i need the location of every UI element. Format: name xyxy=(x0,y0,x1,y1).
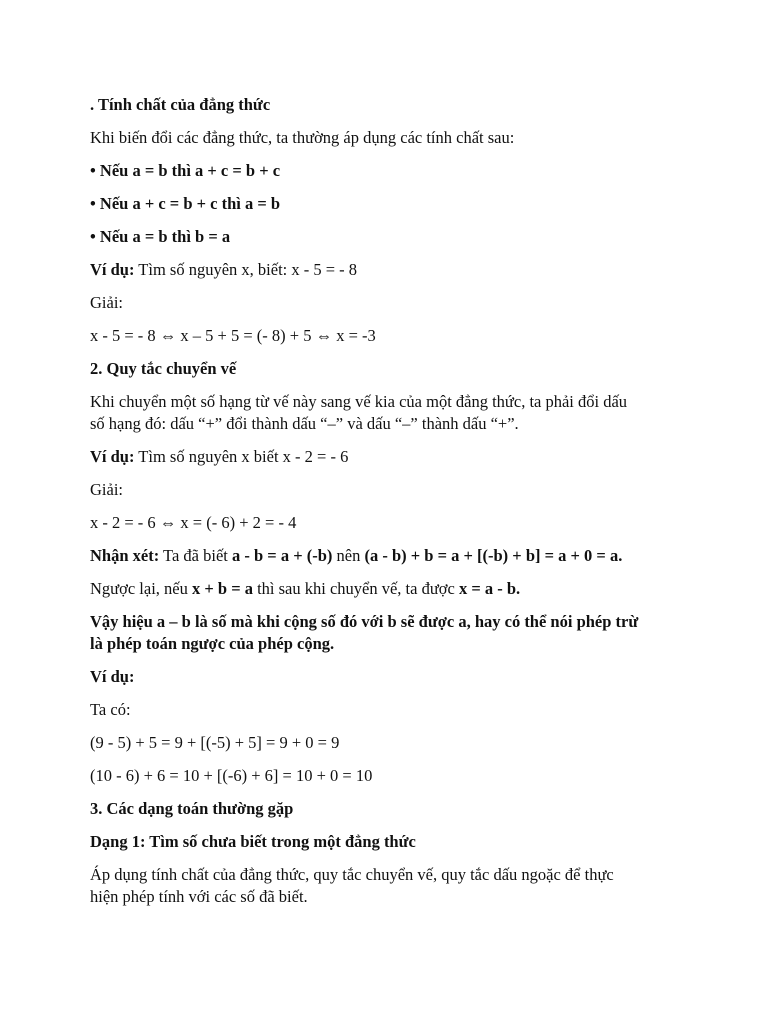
section-heading-equality-properties: . Tính chất của đẳng thức xyxy=(90,95,271,114)
example-2-solution-label: Giải: xyxy=(90,480,123,499)
bullet-property-3: • Nếu a = b thì b = a xyxy=(90,227,231,246)
converse-line xyxy=(90,578,690,600)
example-2-prompt xyxy=(90,446,690,468)
example-label: Ví dụ: xyxy=(90,260,135,279)
remark-text: Ta đã biết xyxy=(159,546,232,565)
example-label: Ví dụ: xyxy=(90,447,135,466)
example-3-label: Ví dụ: xyxy=(90,667,135,686)
example-3-equation-1: (9 - 5) + 5 = 9 + [(-5) + 5] = 9 + 0 = 9 xyxy=(90,733,340,752)
remark-line xyxy=(90,545,690,567)
example-3-equation-2: (10 - 6) + 6 = 10 + [(-6) + 6] = 10 + 0 = 10 xyxy=(90,766,373,785)
example-1-prompt xyxy=(90,259,690,281)
problem-type-1-heading: Dạng 1: Tìm số chưa biết trong một đẳng thức xyxy=(90,832,416,851)
converse-text: Ngược lại, nếu xyxy=(90,579,192,598)
section-heading-problem-types: 3. Các dạng toán thường gặp xyxy=(90,799,294,818)
converse-text: thì sau khi chuyển vế, ta được xyxy=(252,579,459,598)
conclusion-line-2: là phép toán ngược của phép cộng. xyxy=(90,634,335,653)
problem-type-1-desc-line-1: Áp dụng tính chất của đẳng thức, quy tắc chuyển vế, quy tắc dấu ngoặc để thực xyxy=(90,865,614,884)
intro-paragraph: Khi biến đổi các đẳng thức, ta thường áp dụng các tính chất sau: xyxy=(90,128,515,147)
example-1-solution-label: Giải: xyxy=(90,293,123,312)
converse-formula-1: x + b = a xyxy=(191,579,253,598)
example-2-work: x - 2 = - 6 ⇔ x = (- 6) + 2 = - 4 xyxy=(90,513,297,532)
example-3-intro: Ta có: xyxy=(90,700,131,719)
problem-type-1-desc-line-2: hiện phép tính với các số đã biết. xyxy=(90,887,308,906)
section-heading-transposition-rule: 2. Quy tắc chuyển vế xyxy=(90,359,237,378)
transposition-rule-line-1: Khi chuyển một số hạng từ vế này sang vế kia của một đẳng thức, ta phải đổi dấu xyxy=(90,392,628,411)
remark-formula-2: (a - b) + b = a + [(-b) + b] = a + 0 = a. xyxy=(364,546,623,565)
transposition-rule-line-2: số hạng đó: dấu “+” đổi thành dấu “–” và dấu “–” thành dấu “+”. xyxy=(90,414,519,433)
remark-label: Nhận xét: xyxy=(90,546,160,565)
example-2-text: Tìm số nguyên x biết x - 2 = - 6 xyxy=(134,447,349,466)
bullet-property-1: • Nếu a = b thì a + c = b + c xyxy=(90,161,281,180)
conclusion-line-1: Vậy hiệu a – b là số mà khi cộng số đó với b sẽ được a, hay có thể nói phép trừ xyxy=(90,612,639,631)
example-1-text: Tìm số nguyên x, biết: x - 5 = - 8 xyxy=(134,260,358,279)
example-1-work: x - 5 = - 8 ⇔ x – 5 + 5 = (- 8) + 5 ⇔ x = -3 xyxy=(90,326,376,345)
bullet-property-2: • Nếu a + c = b + c thì a = b xyxy=(90,194,281,213)
remark-text: nên xyxy=(332,546,365,565)
remark-formula-1: a - b = a + (-b) xyxy=(232,546,333,565)
converse-formula-2: x = a - b. xyxy=(458,579,521,598)
